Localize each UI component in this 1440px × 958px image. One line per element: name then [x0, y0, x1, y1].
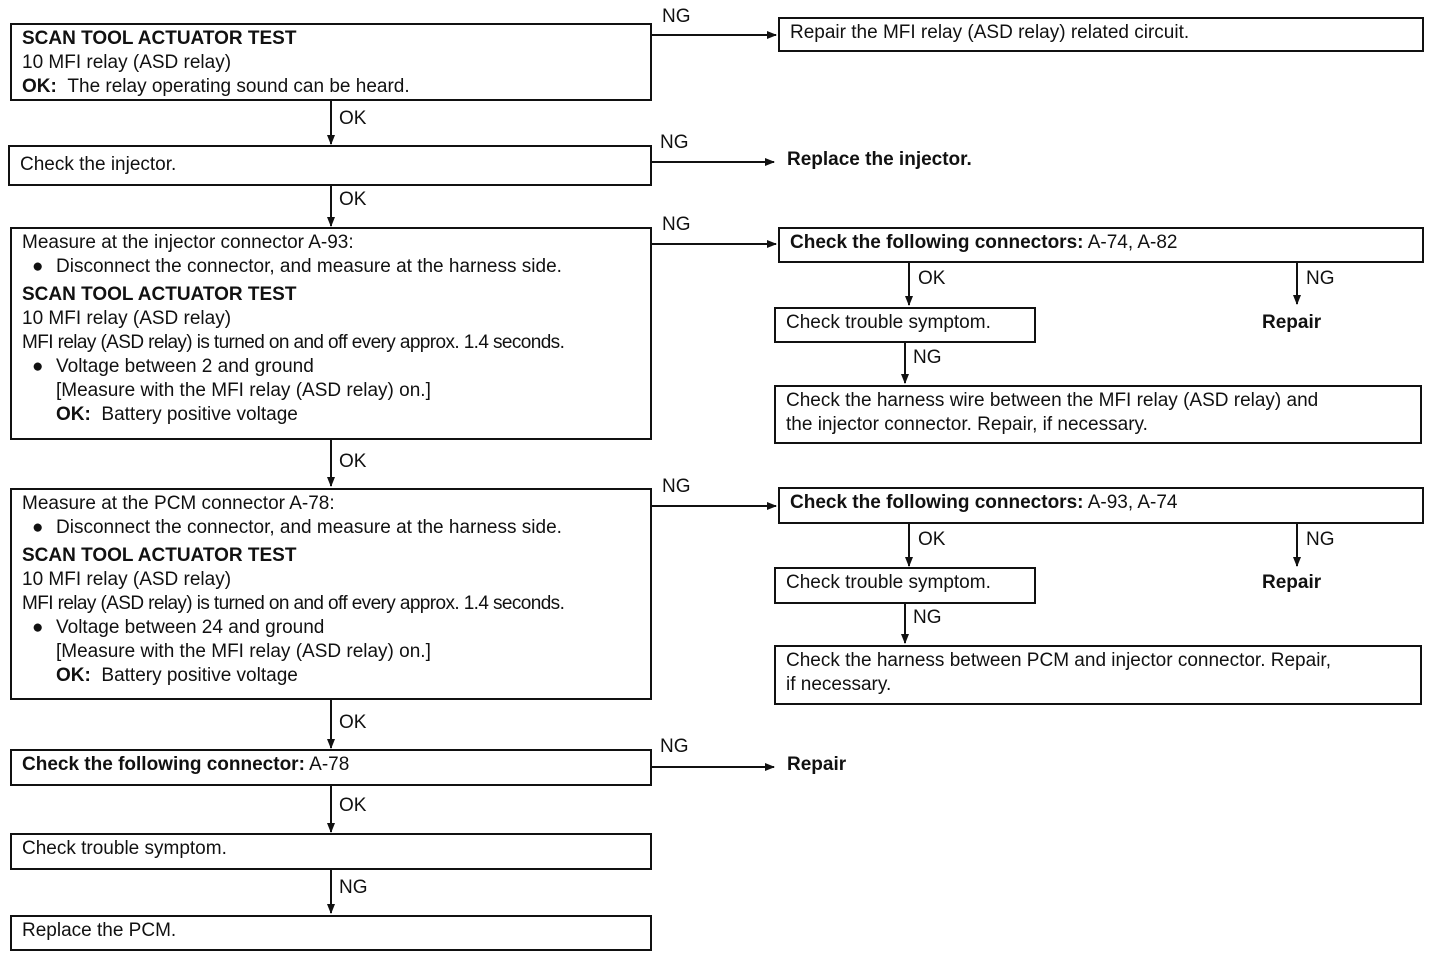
step4-ng-repair: Repair	[1262, 572, 1322, 593]
step2-text: Check the injector.	[20, 154, 177, 175]
step3-ng-check-value: A-74, A-82	[1087, 232, 1178, 253]
ng-label: NG	[662, 214, 691, 235]
step6-text: Check trouble symptom.	[22, 838, 227, 859]
step1-box	[10, 23, 652, 101]
bullet-icon: ●	[32, 617, 44, 638]
ok-label: OK	[339, 451, 367, 472]
step4-ng-check-value: A-93, A-74	[1087, 492, 1178, 513]
bullet-icon: ●	[32, 517, 44, 538]
ok-label: OK	[918, 268, 946, 289]
step3-line7: [Measure with the MFI relay (ASD relay) on.]	[56, 380, 431, 401]
ok-label: OK	[339, 189, 367, 210]
step3-ng-symptom: Check trouble symptom.	[786, 312, 991, 333]
step7-box	[10, 915, 652, 951]
ok-label: OK	[918, 529, 946, 550]
step6-box	[10, 833, 652, 870]
step7-text: Replace the PCM.	[22, 920, 177, 941]
step4-line1: Measure at the PCM connector A-78:	[22, 493, 335, 514]
step4-ng-symptom: Check trouble symptom.	[786, 572, 991, 593]
step4-ng-check-box	[778, 487, 1424, 524]
step3-ng-final-line2: the injector connector. Repair, if necessary.	[786, 414, 1148, 435]
step3-line4: 10 MFI relay (ASD relay)	[22, 308, 232, 329]
step4-ok-label: OK:	[56, 665, 91, 686]
step5-value: A-78	[309, 754, 350, 775]
bullet-icon: ●	[32, 256, 44, 277]
step3-ng-repair: Repair	[1262, 312, 1322, 333]
step3-ng-symptom-box	[774, 307, 1036, 343]
step3-ng-final-box	[774, 385, 1422, 444]
step4-line4: 10 MFI relay (ASD relay)	[22, 569, 232, 590]
step3-box	[10, 227, 652, 440]
step2-box	[8, 145, 652, 186]
step3-ng-final-line1: Check the harness wire between the MFI relay (ASD relay) and	[786, 390, 1319, 411]
bullet-icon: ●	[32, 356, 44, 377]
step5-label: Check the following connector:	[22, 754, 305, 775]
ng-label: NG	[660, 736, 689, 757]
step4-box	[10, 488, 652, 700]
step3-ok-text: Battery positive voltage	[101, 404, 298, 425]
step2-ng-result: Replace the injector.	[787, 149, 972, 170]
ok-label: OK	[339, 795, 367, 816]
step1-ok-label: OK:	[22, 76, 57, 97]
step3-ng-check-label: Check the following connectors:	[790, 232, 1084, 253]
ng-label: NG	[339, 877, 368, 898]
step4-line3: SCAN TOOL ACTUATOR TEST	[22, 545, 297, 566]
ng-label: NG	[662, 6, 691, 27]
step4-line7: [Measure with the MFI relay (ASD relay) on.]	[56, 641, 431, 662]
step1-ng-result: Repair the MFI relay (ASD relay) related circuit.	[790, 22, 1190, 43]
step1-line2: 10 MFI relay (ASD relay)	[22, 52, 232, 73]
step3-line2: Disconnect the connector, and measure at the harness side.	[56, 256, 562, 277]
step3-line1: Measure at the injector connector A-93:	[22, 232, 354, 253]
step4-ok-text: Battery positive voltage	[101, 665, 298, 686]
step4-line5: MFI relay (ASD relay) is turned on and off every approx. 1.4 seconds.	[22, 593, 565, 614]
ng-label: NG	[913, 347, 942, 368]
step3-ng-check-box	[778, 227, 1424, 263]
ng-label: NG	[660, 132, 689, 153]
ng-label: NG	[913, 607, 942, 628]
step4-line6: Voltage between 24 and ground	[56, 617, 325, 638]
step4-ng-final-line2: if necessary.	[786, 674, 892, 695]
step4-ng-final-box	[774, 645, 1422, 705]
step1-ok-text: The relay operating sound can be heard.	[67, 76, 410, 97]
step1-title: SCAN TOOL ACTUATOR TEST	[22, 28, 297, 49]
ng-label: NG	[1306, 268, 1335, 289]
ng-label: NG	[662, 476, 691, 497]
step5-ng-result: Repair	[787, 754, 847, 775]
ng-label: NG	[1306, 529, 1335, 550]
step3-line3: SCAN TOOL ACTUATOR TEST	[22, 284, 297, 305]
step3-line6: Voltage between 2 and ground	[56, 356, 314, 377]
ok-label: OK	[339, 108, 367, 129]
step3-ok-label: OK:	[56, 404, 91, 425]
step1-ng-result-box	[778, 17, 1424, 52]
ok-label: OK	[339, 712, 367, 733]
step4-ng-final-line1: Check the harness between PCM and injector connector. Repair,	[786, 650, 1331, 671]
step4-ng-symptom-box	[774, 567, 1036, 604]
step3-line5: MFI relay (ASD relay) is turned on and off every approx. 1.4 seconds.	[22, 332, 565, 353]
step5-box	[10, 749, 652, 786]
step4-line2: Disconnect the connector, and measure at the harness side.	[56, 517, 562, 538]
step4-ng-check-label: Check the following connectors:	[790, 492, 1084, 513]
